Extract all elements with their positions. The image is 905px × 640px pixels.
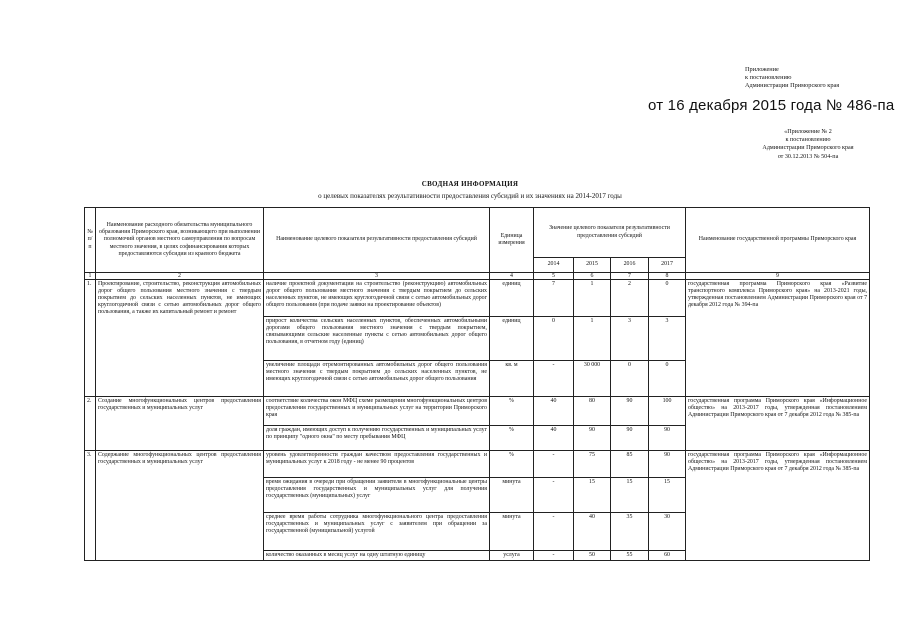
header-program: Наименование государственной программы Приморского края <box>686 208 870 273</box>
row-num: 3. <box>85 451 96 561</box>
appendix-2-line: к постановлению <box>785 137 831 144</box>
table-row <box>85 397 870 426</box>
row-value-2016: 35 <box>611 513 649 551</box>
document-subtitle: о целевых показателях результативности предоставления субсидий и их значениях на 2014-2017 годы <box>318 192 622 200</box>
row-value-2015: 80 <box>574 397 611 426</box>
row-indicator: доля граждан, имеющих доступ к получению государственных и муниципальных услуг по принципу "одного окна" по месту пребывания МФЦ <box>264 426 490 451</box>
row-program: государственная программа Приморского края «Информационное общество» на 2013-2017 годы, утвержденная постановлением Администрации Приморского края от 7 декабря 2012 года № 385-па <box>686 451 870 561</box>
row-unit: услуга <box>490 551 534 561</box>
row-value-2014: - <box>534 513 574 551</box>
row-indicator: среднее время работы сотрудника многофункционального центра предоставления государственных и муниципальных услуг с заявителем при обращении за государственной (муниципальной) услугой <box>264 513 490 551</box>
column-number: 2 <box>96 273 264 280</box>
row-value-2014: - <box>534 361 574 397</box>
row-value-2015: 1 <box>574 317 611 361</box>
appendix-2-header <box>728 128 888 161</box>
row-indicator: наличие проектной документации на строительство (реконструкцию) автомобильных дорог общего пользования местного значения с твердым покрытием до сельских населенных пунктов, не имеющих круглогодичной связи с сетью автомобильных дорог общего пользования (при подаче заявки на проектирование объектов) <box>264 280 490 317</box>
row-value-2017: 60 <box>649 551 686 561</box>
header-obligation: Наименование расходного обязательства муниципального образования Приморского края, возникающего при выполнении полномочий органов местного самоуправления по вопросам местного значения, в целях софинансирования которых предоставляются субсидии из краевого бюджета <box>96 208 264 273</box>
row-value-2015: 15 <box>574 478 611 513</box>
row-value-2015: 75 <box>574 451 611 478</box>
row-indicator: увеличение площади отремонтированных автомобильных дорог общего пользования местного значения с твердым покрытием до сельских населенных пунктов, не имеющих круглогодичной связи с сетью автомобильных дорог общего пользования <box>264 361 490 397</box>
appendix-line: к постановлению <box>745 74 792 82</box>
row-unit: минута <box>490 478 534 513</box>
column-number: 9 <box>686 273 870 280</box>
row-value-2017: 90 <box>649 426 686 451</box>
row-value-2017: 0 <box>649 361 686 397</box>
table-row <box>85 451 870 478</box>
header-unit: Единица измерения <box>490 208 534 273</box>
row-program: государственная программа Приморского края «Развитие транспортного комплекса Приморского края» на 2013-2021 годы, утвержденная постановлением Администрации Приморского края от 7 декабря 2012 года № 394-па <box>686 280 870 397</box>
column-number: 1 <box>85 273 96 280</box>
row-value-2017: 3 <box>649 317 686 361</box>
row-value-2015: 90 <box>574 426 611 451</box>
row-value-2015: 40 <box>574 513 611 551</box>
header-year: 2016 <box>611 258 649 273</box>
row-obligation: Создание многофункциональных центров предоставления государственных и муниципальных услуг <box>96 397 264 451</box>
row-value-2014: 40 <box>534 397 574 426</box>
row-value-2016: 0 <box>611 361 649 397</box>
row-indicator: время ожидания в очереди при обращении заявителя в многофункциональные центры предоставления государственных и муниципальных услуг для получения государственных (муниципальных) услуг <box>264 478 490 513</box>
row-indicator: уровень удовлетворенности граждан качеством предоставления государственных и муниципальных услуг к 2018 году - не менее 90 процентов <box>264 451 490 478</box>
row-value-2017: 100 <box>649 397 686 426</box>
row-value-2014: - <box>534 551 574 561</box>
row-unit: единиц <box>490 317 534 361</box>
header-values-group: Значение целевого показателя результативности предоставления субсидий <box>534 208 686 258</box>
header-year: 2015 <box>574 258 611 273</box>
row-value-2014: 7 <box>534 280 574 317</box>
row-num: 2. <box>85 397 96 451</box>
column-number: 4 <box>490 273 534 280</box>
header-year: 2014 <box>534 258 574 273</box>
row-unit: % <box>490 451 534 478</box>
row-obligation: Проектирование, строительство, реконструкция автомобильных дорог общего пользования местного значения с твердым покрытием до сельских населенных пунктов, не имеющих круглогодичной связи с сетью автомобильных дорог общего пользования, а также их капитальный ремонт и ремонт <box>96 280 264 397</box>
column-number: 8 <box>649 273 686 280</box>
row-value-2014: - <box>534 451 574 478</box>
row-unit: единиц <box>490 280 534 317</box>
header-year: 2017 <box>649 258 686 273</box>
appendix-line: Приложение <box>745 66 779 73</box>
row-value-2017: 30 <box>649 513 686 551</box>
row-value-2016: 90 <box>611 426 649 451</box>
row-value-2014: 0 <box>534 317 574 361</box>
row-indicator: соответствие количества окон МФЦ схеме размещения многофункциональных центров предоставления государственных и муниципальных услуг на территории Приморского края <box>264 397 490 426</box>
row-indicator: количество оказанных в месяц услуг на одну штатную единицу <box>264 551 490 561</box>
document-title: СВОДНАЯ ИНФОРМАЦИЯ <box>421 180 519 188</box>
row-value-2015: 50 <box>574 551 611 561</box>
row-value-2016: 55 <box>611 551 649 561</box>
row-indicator: прирост количества сельских населенных пунктов, обеспеченных автомобильными дорогами общего пользования местного значения с твердым покрытием, связывающими сельские населенные пункты с сетью автомобильных дорог общего пользования, в отчетном году (единиц) <box>264 317 490 361</box>
row-unit: % <box>490 397 534 426</box>
row-value-2017: 90 <box>649 451 686 478</box>
appendix-header <box>745 66 890 91</box>
row-value-2017: 15 <box>649 478 686 513</box>
column-number-row <box>85 273 870 280</box>
appendix-line: Администрации Приморского края <box>745 82 840 90</box>
column-number: 5 <box>534 273 574 280</box>
row-value-2016: 85 <box>611 451 649 478</box>
row-unit: кв. м <box>490 361 534 397</box>
row-value-2016: 15 <box>611 478 649 513</box>
column-number: 3 <box>264 273 490 280</box>
header-num: № п/п <box>85 208 96 273</box>
row-value-2016: 2 <box>611 280 649 317</box>
row-value-2014: 40 <box>534 426 574 451</box>
column-number: 6 <box>574 273 611 280</box>
header-indicator: Наименование целевого показателя результативности предоставления субсидий <box>264 208 490 273</box>
column-number: 7 <box>611 273 649 280</box>
appendix-2-line: от 30.12.2013 № 504-па <box>777 153 839 160</box>
row-value-2015: 30 000 <box>574 361 611 397</box>
appendix-2-line: «Приложение № 2 <box>784 129 832 135</box>
row-value-2015: 1 <box>574 280 611 317</box>
row-value-2016: 3 <box>611 317 649 361</box>
row-num: 1. <box>85 280 96 397</box>
row-unit: % <box>490 426 534 451</box>
indicators-table <box>84 207 870 561</box>
appendix-2-line: Администрации Приморского края <box>762 145 854 152</box>
row-unit: минута <box>490 513 534 551</box>
row-obligation: Содержание многофункциональных центров предоставления государственных и муниципальных услуг <box>96 451 264 561</box>
row-value-2014: - <box>534 478 574 513</box>
row-value-2016: 90 <box>611 397 649 426</box>
row-program: государственная программа Приморского края «Информационное общество» на 2013-2017 годы, утвержденная постановлением Администрации Приморского края от 7 декабря 2012 года № 385-па <box>686 397 870 451</box>
decree-date-stamp: от 16 декабря 2015 года № 486-па <box>648 97 895 114</box>
table-row <box>85 280 870 317</box>
row-value-2017: 0 <box>649 280 686 317</box>
